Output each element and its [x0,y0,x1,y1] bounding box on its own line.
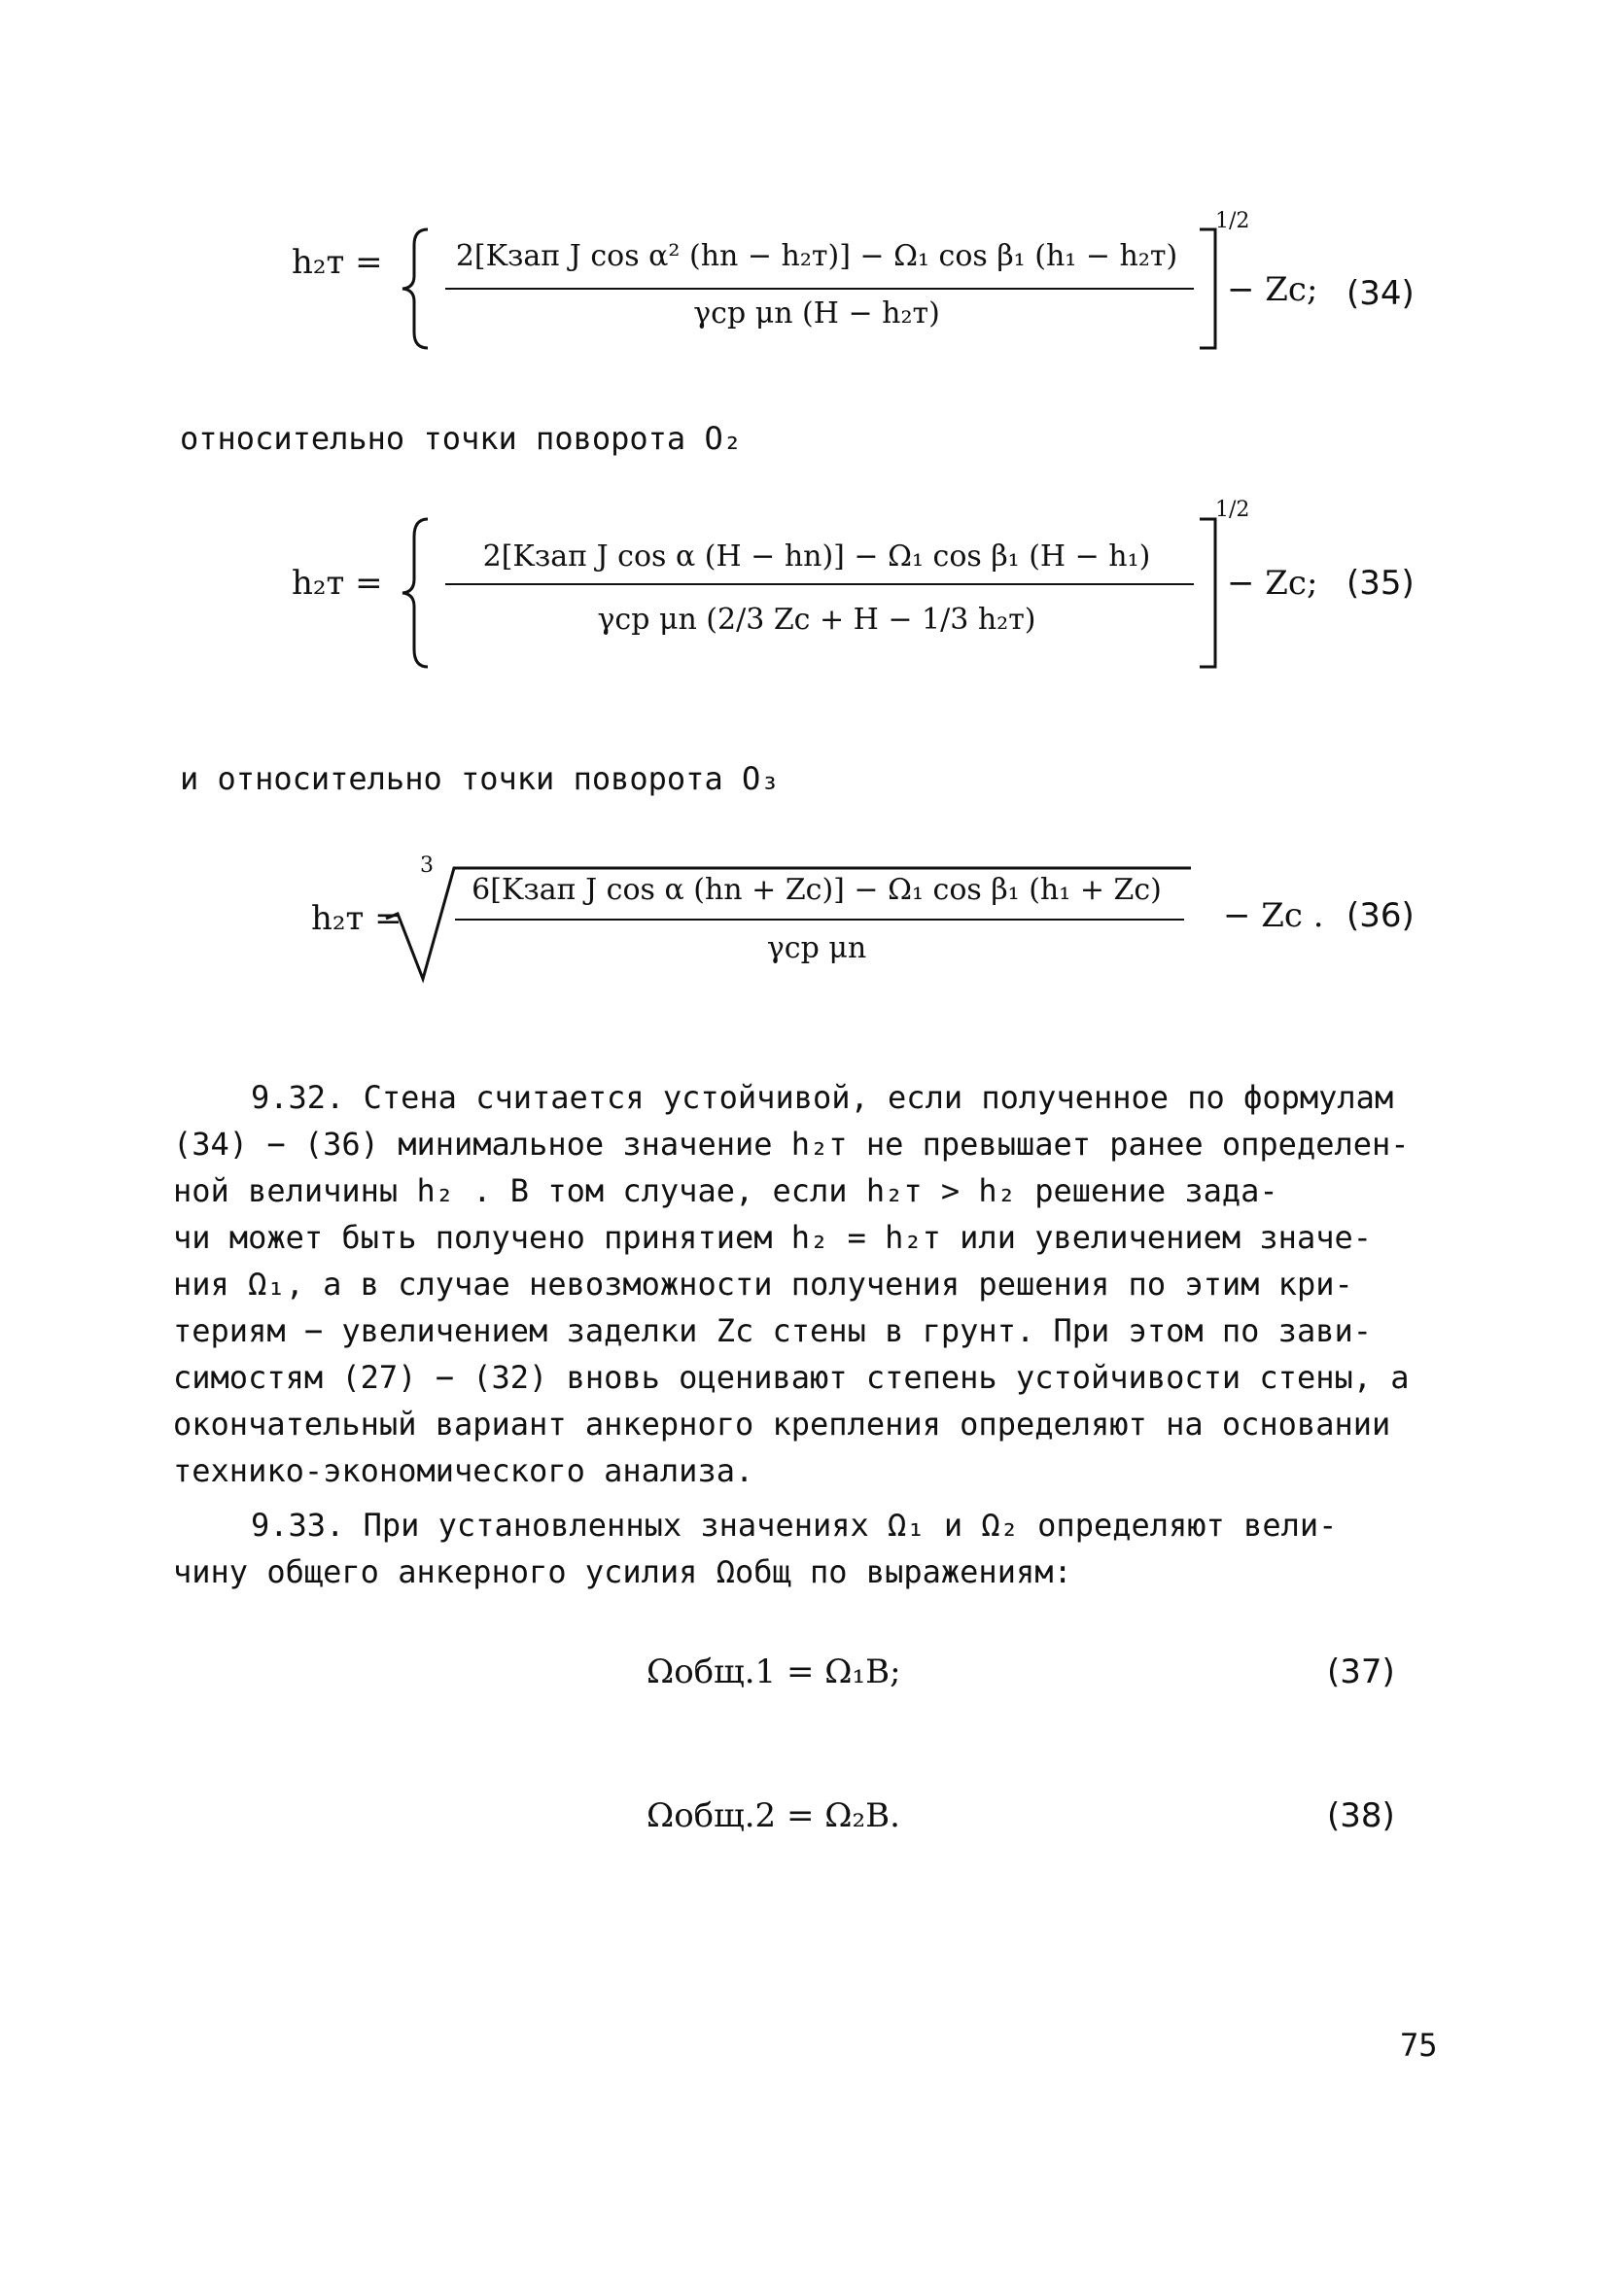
formula-37: Ωобщ.1 = Ω₁B; [647,1652,901,1691]
formula-34-lhs: h₂т = [292,243,383,282]
equation-number-36: (36) [1346,896,1415,935]
formula-36-numerator: 6[Kзап J cos α (hn + Zc)] − Ω₁ cos β₁ (h₁ + Zc) [472,873,1162,907]
text-line: ния Ω₁, а в случае невозможности получения решения по этим кри- [173,1266,1353,1303]
text-rotation-point-o3: и относительно точки поворота О₃ [180,760,780,797]
fraction-line [455,919,1184,921]
formula-36-root-index: 3 [420,853,434,878]
formula-35-denominator: γср μn (2/3 Zc + H − 1/3 h₂т) [597,603,1036,637]
paragraph-9-33 [173,1502,1437,1595]
paragraph-9-32 [173,1074,1437,1494]
formula-34-numerator: 2[Kзап J cos α² (hn − h₂т)] − Ω₁ cos β₁ (h₁ − h₂т) [455,239,1178,273]
text-line: ной величины h₂ . В том случае, если h₂т > h₂ решение зада- [173,1172,1278,1209]
equation-number-35: (35) [1346,564,1415,603]
fraction-line [445,288,1194,290]
formula-35-tail: − Zc; [1227,564,1318,603]
formula-35-exponent: 1/2 [1215,498,1250,522]
text-line: симостям (27) − (32) вновь оценивают степень устойчивости стены, а [173,1359,1410,1396]
formula-36-lhs: h₂т = [311,899,402,938]
equation-number-37: (37) [1327,1652,1395,1691]
formula-34-denominator: γср μn (H − h₂т) [693,296,940,330]
page-number: 75 [1400,2027,1438,2064]
formula-35-numerator: 2[Kзап J cos α (H − hn)] − Ω₁ cos β₁ (H − h₁) [482,539,1151,574]
formula-34-tail: − Zc; [1227,270,1318,309]
left-brace-icon [399,515,437,671]
formula-36-tail: − Zc . [1223,896,1324,935]
formula-35-lhs: h₂т = [292,564,383,603]
formula-34-exponent: 1/2 [1215,209,1250,233]
formula-38: Ωобщ.2 = Ω₂B. [647,1796,900,1835]
text-rotation-point-o2: относительно точки поворота О₂ [180,420,742,457]
text-line: чину общего анкерного усилия Ωобщ по выражениям: [173,1553,1072,1590]
equation-number-34: (34) [1346,274,1415,313]
text-line: чи может быть получено принятием h₂ = h₂т или увеличением значе- [173,1219,1372,1256]
equation-number-38: (38) [1327,1796,1395,1835]
left-brace-icon [399,226,437,352]
text-line: (34) − (36) минимальное значение h₂т не превышает ранее определен- [173,1126,1410,1163]
text-line: технико-экономического анализа. [173,1452,754,1489]
text-line: 9.33. При установленных значениях Ω₁ и Ω₂ определяют вели- [251,1507,1338,1544]
text-line: окончательный вариант анкерного крепления определяют на основании [173,1406,1391,1443]
text-line: териям − увеличением заделки Zc стены в грунт. При этом по зави- [173,1312,1372,1349]
fraction-line [445,583,1194,585]
text-line: 9.32. Стена считается устойчивой, если полученное по формулам [251,1079,1394,1116]
formula-36-denominator: γср μn [766,931,867,965]
